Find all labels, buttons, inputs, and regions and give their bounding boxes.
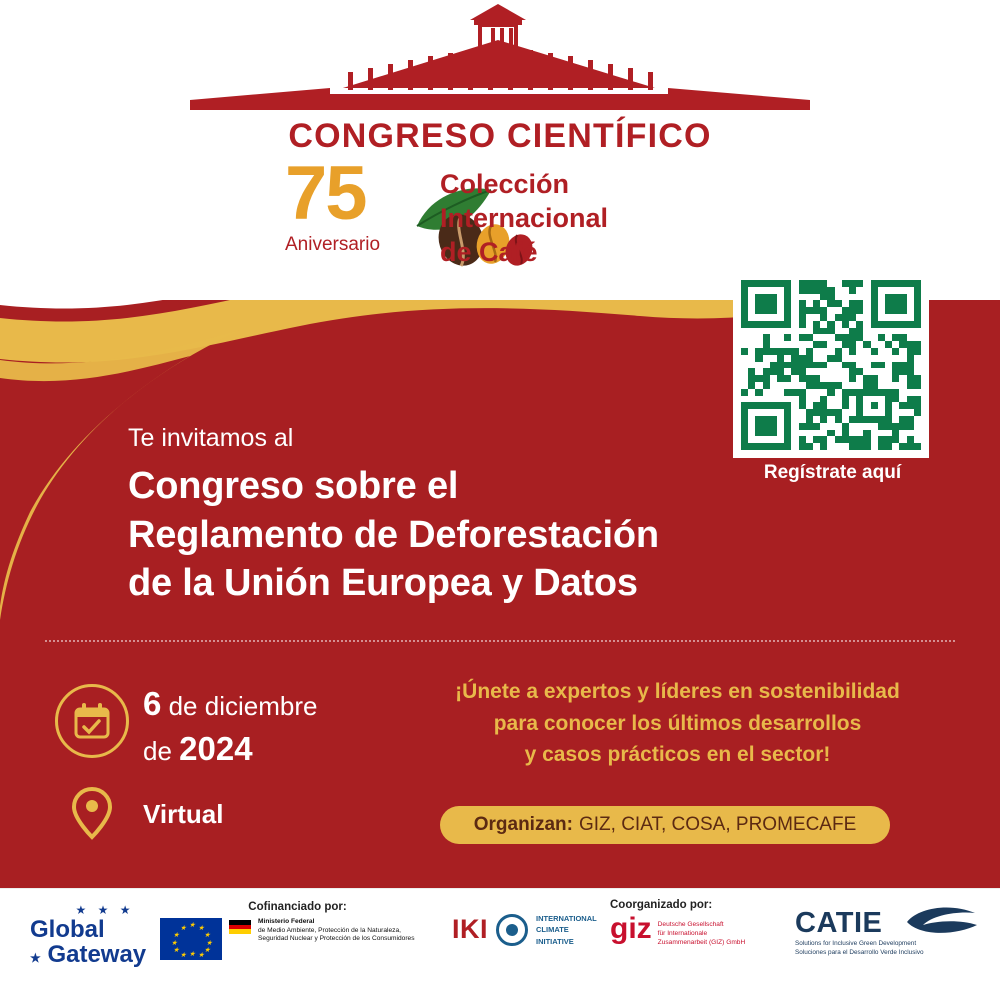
sponsors-footer [0,888,1000,983]
cofinanced-block [160,901,435,960]
global-gateway-logo: ★ ★ ★ Global ★ Gateway [30,903,180,967]
qr-modules [741,280,921,450]
congress-title: CONGRESO CIENTÍFICO [288,117,712,155]
blurb-line-2: para conocer los últimos desarrollos [493,711,862,735]
iki-line-1: INTERNATIONAL [536,914,597,923]
catie-line-2: Soluciones para el Desarrollo Verde Inclusivo [795,948,924,956]
headline-line-3: de la Unión Europea y Datos [128,562,638,605]
dotted-divider [45,640,955,642]
germany-flag-icon [229,920,251,934]
blurb-line-1: ¡Únete a expertos y líderes en sostenibilidad [455,680,900,703]
collection-line-3: de Café [440,236,538,267]
calendar-check-icon [55,684,129,758]
invite-line: Te invitamos al [128,424,294,452]
giz-wordmark: giz [610,912,652,945]
collection-line-1: Colección [440,169,570,199]
headline-line-2: Reglamento de Deforestación [128,513,659,556]
iki-logo [452,913,602,947]
giz-line-2: für Internationale [657,929,708,937]
organizers-value: GIZ, CIAT, COSA, PROMECAFE [578,814,857,835]
organizers-badge [440,806,890,844]
iki-target-icon [496,914,528,946]
qr-caption: Regístrate aquí [763,462,902,483]
cofinanced-title: Cofinanciado por: [248,901,347,913]
collection-line-2: Internacional [440,202,609,233]
giz-block [610,899,810,948]
event-date-month: de diciembre [168,691,318,721]
catie-swoosh-icon [905,905,985,939]
event-date-text [143,682,317,771]
iki-fullname [536,913,597,947]
iki-line-2: CLIMATE [536,925,569,935]
anniversary-number: 75 [285,151,366,236]
catie-line-1: Solutions for Inclusive Green Development [795,940,917,947]
event-year-prefix: de [143,735,172,766]
blurb-line-3: y casos prácticos en el sector! [524,743,831,766]
logo-area [0,0,1000,300]
ministry-line-1: Ministerio Federal [258,918,315,925]
gg-line-2: Gateway [47,941,147,969]
anniversary-mark [285,151,425,256]
anniversary-label: Aniversario [285,234,381,256]
giz-title: Coorganizado por: [610,899,713,911]
ministry-text [258,918,415,944]
catie-logo [795,907,985,958]
gg-stars: ★ ★ ★ [75,903,135,917]
organizers-label: Organizan: [473,814,573,835]
event-modality-block [55,785,435,845]
collection-name [440,168,740,269]
page-title [128,462,888,608]
registration-qr-code[interactable] [733,272,929,458]
event-date-day: 6 [143,685,162,722]
ministry-line-3: Seguridad Nuclear y Protección de los Consumidores [258,935,415,943]
event-year: 2024 [179,729,253,767]
ministry-line-2: de Medio Ambiente, Protección de la Naturaleza, [258,926,401,934]
giz-line-1: Deutsche Gesellschaft [657,921,724,928]
catie-tagline [795,940,985,958]
map-pin-icon [69,785,115,841]
giz-fullname [658,915,746,948]
iki-line-3: INITIATIVE [536,936,574,946]
headline-line-1: Congreso sobre el [128,465,459,507]
catie-name: CATIE [795,907,883,939]
giz-line-3: Zusammenarbeit (GIZ) GmbH [657,938,746,946]
iki-acronym: IKI [452,914,489,945]
gg-line-1: Global [30,916,105,943]
event-blurb [415,676,940,771]
event-modality: Virtual [143,799,224,829]
european-union-flag-icon: ★ ★ ★ ★ ★ ★ ★ ★ ★ ★ ★ ★ [160,918,222,960]
pavilion-roof-graphic [0,0,1000,120]
event-date-block [55,680,435,770]
